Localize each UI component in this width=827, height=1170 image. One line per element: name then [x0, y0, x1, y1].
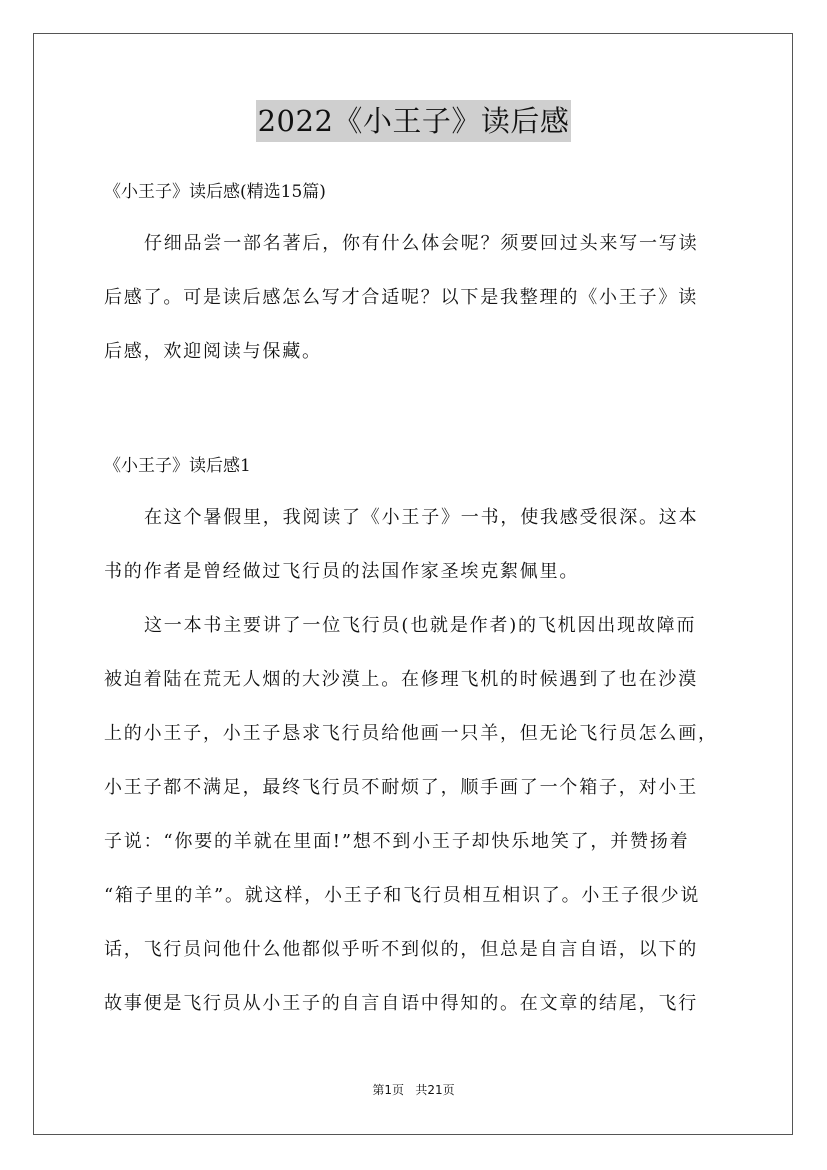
paragraph-line: 小王子都不满足，最终飞行员不耐烦了，顺手画了一个箱子，对小王 [104, 777, 698, 798]
intro-line: 后感了。可是读后感怎么写才合适呢？以下是我整理的《小王子》读 [104, 287, 698, 308]
paragraph-line: “箱子里的羊”。就这样，小王子和飞行员相互相识了。小王子很少说 [104, 885, 701, 906]
section-heading: 《小王子》读后感1 [104, 456, 251, 476]
document-subtitle: 《小王子》读后感(精选15篇) [104, 182, 326, 202]
body-paragraph-1 [104, 491, 724, 599]
intro-line: 后感，欢迎阅读与保藏。 [104, 341, 322, 362]
intro-paragraph [104, 217, 724, 379]
body-paragraph-2 [104, 599, 724, 1031]
page-footer: 第1页 共21页 [372, 1083, 455, 1097]
paragraph-line: 上的小王子，小王子恳求飞行员给他画一只羊，但无论飞行员怎么画， [104, 723, 718, 744]
paragraph-line: 被迫着陆在荒无人烟的大沙漠上。在修理飞机的时候遇到了也在沙漠 [104, 669, 698, 690]
document-title: 2022《小王子》读后感 [256, 100, 572, 142]
paragraph-line: 话，飞行员问他什么他都似乎听不到似的，但总是自言自语，以下的 [104, 939, 698, 960]
paragraph-line: 这一本书主要讲了一位飞行员(也就是作者)的飞机因出现故障而 [144, 615, 697, 636]
intro-line: 仔细品尝一部名著后，你有什么体会呢？须要回过头来写一写读 [144, 233, 699, 254]
paragraph-line: 在这个暑假里，我阅读了《小王子》一书，使我感受很深。这本 [144, 507, 699, 528]
paragraph-line: 书的作者是曾经做过飞行员的法国作家圣埃克絮佩里。 [104, 561, 580, 582]
paragraph-line: 子说：“你要的羊就在里面!”想不到小王子却快乐地笑了，并赞扬着 [104, 831, 690, 852]
title-container [0, 100, 827, 142]
paragraph-line: 故事便是飞行员从小王子的自言自语中得知的。在文章的结尾，飞行 [104, 993, 698, 1014]
